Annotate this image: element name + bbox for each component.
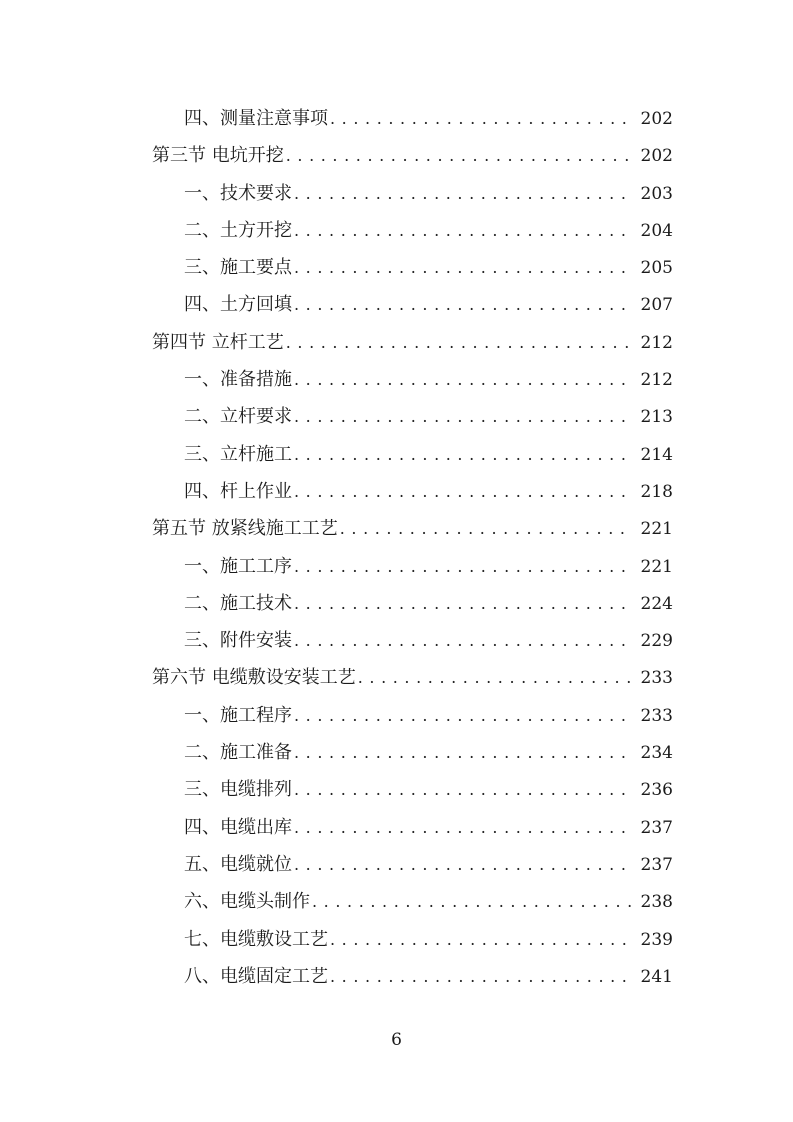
toc-dot-leader bbox=[294, 361, 633, 398]
toc-entry-page-number: 237 bbox=[640, 817, 673, 838]
toc-subsection-entry bbox=[0, 100, 793, 137]
toc-entry-line bbox=[184, 958, 673, 996]
toc-dot-leader bbox=[294, 846, 633, 883]
toc-entry-title: 三、电缆排列 bbox=[184, 779, 292, 801]
toc-dot-leader bbox=[340, 510, 633, 547]
toc-subsection-entry bbox=[0, 734, 793, 771]
toc-entry-page-number: 229 bbox=[640, 631, 673, 652]
toc-entry-line bbox=[184, 771, 673, 809]
toc-dot-leader bbox=[294, 771, 633, 808]
toc-subsection-entry bbox=[0, 921, 793, 958]
toc-subsection-entry bbox=[0, 809, 793, 846]
toc-subsection-entry bbox=[0, 958, 793, 995]
toc-dot-leader bbox=[294, 809, 633, 846]
toc-entry-title: 二、土方开挖 bbox=[184, 219, 292, 241]
toc-entry-title: 一、施工程序 bbox=[184, 704, 292, 726]
toc-subsection-entry bbox=[0, 548, 793, 585]
toc-entry-page-number: 224 bbox=[640, 593, 673, 614]
toc-section-entry bbox=[0, 510, 793, 547]
toc-subsection-entry bbox=[0, 697, 793, 734]
toc-entry-page-number: 204 bbox=[640, 220, 673, 241]
toc-dot-leader bbox=[294, 585, 633, 622]
toc-dot-leader bbox=[294, 436, 633, 473]
toc-dot-leader bbox=[294, 473, 633, 510]
toc-entry-page-number: 236 bbox=[640, 780, 673, 801]
toc-subsection-entry bbox=[0, 883, 793, 920]
toc-entry-title: 四、土方回填 bbox=[184, 294, 292, 316]
toc-subsection-entry bbox=[0, 622, 793, 659]
toc-subsection-entry bbox=[0, 398, 793, 435]
toc-subsection-entry bbox=[0, 473, 793, 510]
toc-entry-page-number: 212 bbox=[640, 332, 673, 353]
toc-entry-page-number: 207 bbox=[640, 295, 673, 316]
toc-section-entry bbox=[0, 659, 793, 696]
toc-dot-leader bbox=[286, 137, 633, 174]
toc-entry-line bbox=[184, 846, 673, 884]
toc-entry-line bbox=[184, 585, 673, 623]
toc-section-entry bbox=[0, 137, 793, 174]
toc-entry-line bbox=[184, 436, 673, 474]
toc-entry-title: 一、技术要求 bbox=[184, 182, 292, 204]
toc-entry-line bbox=[184, 734, 673, 772]
toc-entry-title: 第三节 电坑开挖 bbox=[152, 145, 284, 167]
toc-dot-leader bbox=[286, 324, 633, 361]
toc-entry-page-number: 213 bbox=[640, 407, 673, 428]
toc-subsection-entry bbox=[0, 361, 793, 398]
toc-entry-line bbox=[184, 622, 673, 660]
toc-subsection-entry bbox=[0, 846, 793, 883]
toc-entry-page-number: 241 bbox=[640, 966, 673, 987]
toc-entry-title: 第六节 电缆敷设安装工艺 bbox=[152, 667, 356, 689]
toc-entry-title: 六、电缆头制作 bbox=[184, 891, 310, 913]
toc-dot-leader bbox=[294, 212, 633, 249]
table-of-contents bbox=[0, 100, 793, 995]
toc-entry-line bbox=[184, 697, 673, 735]
toc-dot-leader bbox=[294, 286, 633, 323]
toc-subsection-entry bbox=[0, 249, 793, 286]
toc-entry-title: 三、附件安装 bbox=[184, 630, 292, 652]
toc-dot-leader bbox=[358, 659, 633, 696]
toc-subsection-entry bbox=[0, 175, 793, 212]
toc-entry-line bbox=[184, 212, 673, 250]
toc-entry-title: 二、施工准备 bbox=[184, 742, 292, 764]
toc-subsection-entry bbox=[0, 286, 793, 323]
toc-entry-title: 五、电缆就位 bbox=[184, 853, 292, 875]
toc-dot-leader bbox=[294, 398, 633, 435]
toc-entry-line bbox=[184, 361, 673, 399]
toc-subsection-entry bbox=[0, 585, 793, 622]
toc-dot-leader bbox=[294, 622, 633, 659]
toc-entry-line bbox=[184, 175, 673, 213]
toc-entry-page-number: 238 bbox=[640, 892, 673, 913]
toc-entry-page-number: 233 bbox=[640, 705, 673, 726]
toc-dot-leader bbox=[330, 921, 633, 958]
toc-entry-line bbox=[152, 137, 673, 175]
toc-subsection-entry bbox=[0, 771, 793, 808]
toc-entry-title: 三、施工要点 bbox=[184, 257, 292, 279]
toc-entry-line bbox=[184, 100, 673, 138]
toc-dot-leader bbox=[294, 734, 633, 771]
toc-entry-page-number: 203 bbox=[640, 183, 673, 204]
toc-entry-title: 四、电缆出库 bbox=[184, 816, 292, 838]
toc-entry-line bbox=[184, 473, 673, 511]
toc-dot-leader bbox=[294, 697, 633, 734]
toc-entry-line bbox=[184, 921, 673, 959]
toc-entry-page-number: 214 bbox=[640, 444, 673, 465]
toc-entry-line bbox=[184, 548, 673, 586]
toc-entry-page-number: 221 bbox=[640, 519, 673, 540]
toc-entry-page-number: 221 bbox=[640, 556, 673, 577]
toc-entry-title: 二、施工技术 bbox=[184, 592, 292, 614]
toc-entry-line bbox=[184, 398, 673, 436]
toc-entry-title: 第四节 立杆工艺 bbox=[152, 331, 284, 353]
toc-dot-leader bbox=[330, 100, 633, 137]
toc-entry-page-number: 234 bbox=[640, 743, 673, 764]
toc-entry-page-number: 237 bbox=[640, 854, 673, 875]
toc-entry-line bbox=[152, 510, 673, 548]
toc-entry-title: 二、立杆要求 bbox=[184, 406, 292, 428]
toc-entry-line bbox=[152, 659, 673, 697]
toc-entry-line bbox=[152, 324, 673, 362]
toc-entry-title: 七、电缆敷设工艺 bbox=[184, 928, 328, 950]
toc-subsection-entry bbox=[0, 212, 793, 249]
toc-entry-line bbox=[184, 883, 673, 921]
toc-entry-line bbox=[184, 249, 673, 287]
toc-entry-title: 三、立杆施工 bbox=[184, 443, 292, 465]
toc-subsection-entry bbox=[0, 436, 793, 473]
toc-dot-leader bbox=[294, 175, 633, 212]
toc-dot-leader bbox=[294, 548, 633, 585]
toc-entry-title: 一、施工工序 bbox=[184, 555, 292, 577]
toc-entry-title: 四、测量注意事项 bbox=[184, 108, 328, 129]
toc-entry-title: 一、准备措施 bbox=[184, 369, 292, 391]
toc-entry-title: 四、杆上作业 bbox=[184, 480, 292, 502]
toc-dot-leader bbox=[294, 249, 633, 286]
toc-entry-page-number: 239 bbox=[640, 929, 673, 950]
toc-entry-line bbox=[184, 286, 673, 324]
toc-entry-page-number: 212 bbox=[640, 370, 673, 391]
toc-entry-title: 八、电缆固定工艺 bbox=[184, 965, 328, 987]
toc-entry-page-number: 202 bbox=[640, 146, 673, 167]
toc-dot-leader bbox=[330, 958, 633, 995]
toc-entry-page-number: 233 bbox=[640, 668, 673, 689]
toc-section-entry bbox=[0, 324, 793, 361]
toc-entry-page-number: 202 bbox=[640, 109, 673, 129]
toc-entry-title: 第五节 放紧线施工工艺 bbox=[152, 518, 338, 540]
toc-entry-line bbox=[184, 809, 673, 847]
toc-entry-page-number: 218 bbox=[640, 481, 673, 502]
toc-entry-page-number: 205 bbox=[640, 258, 673, 279]
page-number: 6 bbox=[391, 1030, 402, 1050]
toc-dot-leader bbox=[312, 883, 633, 920]
